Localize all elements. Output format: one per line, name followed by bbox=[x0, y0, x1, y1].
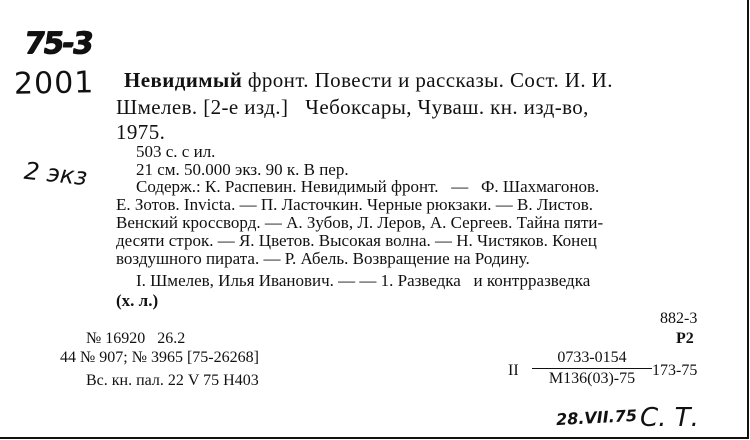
entry-imprint: Шмелев. [2-е изд.] Чебоксары, Чуваш. кн. изд-во, bbox=[116, 95, 589, 119]
tracing-line: I. Шмелев, Илья Иванович. — — 1. Разведка и контрразведка bbox=[136, 271, 591, 290]
classification-code-2: Р2 bbox=[676, 330, 694, 347]
footer-fraction-suffix: 173-75 bbox=[652, 362, 698, 379]
footer-line-3: Вс. кн. пал. 22 V 75 Н403 bbox=[86, 372, 259, 389]
classification-code-1: 882-3 bbox=[660, 310, 698, 327]
handwritten-initials: С. Т. bbox=[640, 403, 699, 433]
contents-line-5: воздушного пирата. — Р. Абель. Возвращение на Родину. bbox=[116, 249, 530, 268]
handwritten-year: 2001 bbox=[13, 65, 95, 102]
footer-line-2: 44 № 907; № 3965 [75-26268] bbox=[60, 349, 259, 366]
footer-line-1: № 16920 26.2 bbox=[86, 330, 186, 347]
handwritten-date: 28.VII.75 bbox=[555, 405, 638, 430]
entry-title-bold: Невидимый bbox=[124, 68, 243, 92]
footer-fraction bbox=[532, 349, 652, 388]
entry-year: 1975. bbox=[116, 120, 166, 144]
entry-title-rest: фронт. Повести и рассказы. Сост. И. И. bbox=[242, 68, 613, 92]
fraction-numerator: 0733-0154 bbox=[532, 349, 652, 369]
footer-roman: II bbox=[508, 362, 519, 379]
contents-line-4: десяти строк. — Я. Цветов. Высокая волна. — Н. Чистяков. Конец bbox=[116, 231, 597, 250]
entry-format: 21 см. 50.000 экз. 90 к. В пер. bbox=[136, 160, 349, 179]
tracing-note: (х. л.) bbox=[116, 291, 159, 310]
contents-line-3: Венский кроссворд. — А. Зубов, Л. Леров, А. Сергеев. Тайна пяти- bbox=[116, 213, 604, 232]
fraction-denominator: M136(03)-75 bbox=[548, 370, 636, 387]
contents-line-1: Содерж.: К. Распевин. Невидимый фронт. — Ф. Шахмагонов. bbox=[136, 177, 600, 196]
entry-title-line bbox=[124, 68, 613, 93]
entry-pages: 503 с. с ил. bbox=[136, 142, 216, 161]
handwritten-copies: 2 экз bbox=[22, 156, 89, 192]
call-number-stamp: 75-3 bbox=[21, 26, 94, 61]
contents-line-2: Е. Зотов. Invicta. — П. Ласточкин. Черные рюкзаки. — В. Листов. bbox=[116, 195, 594, 214]
